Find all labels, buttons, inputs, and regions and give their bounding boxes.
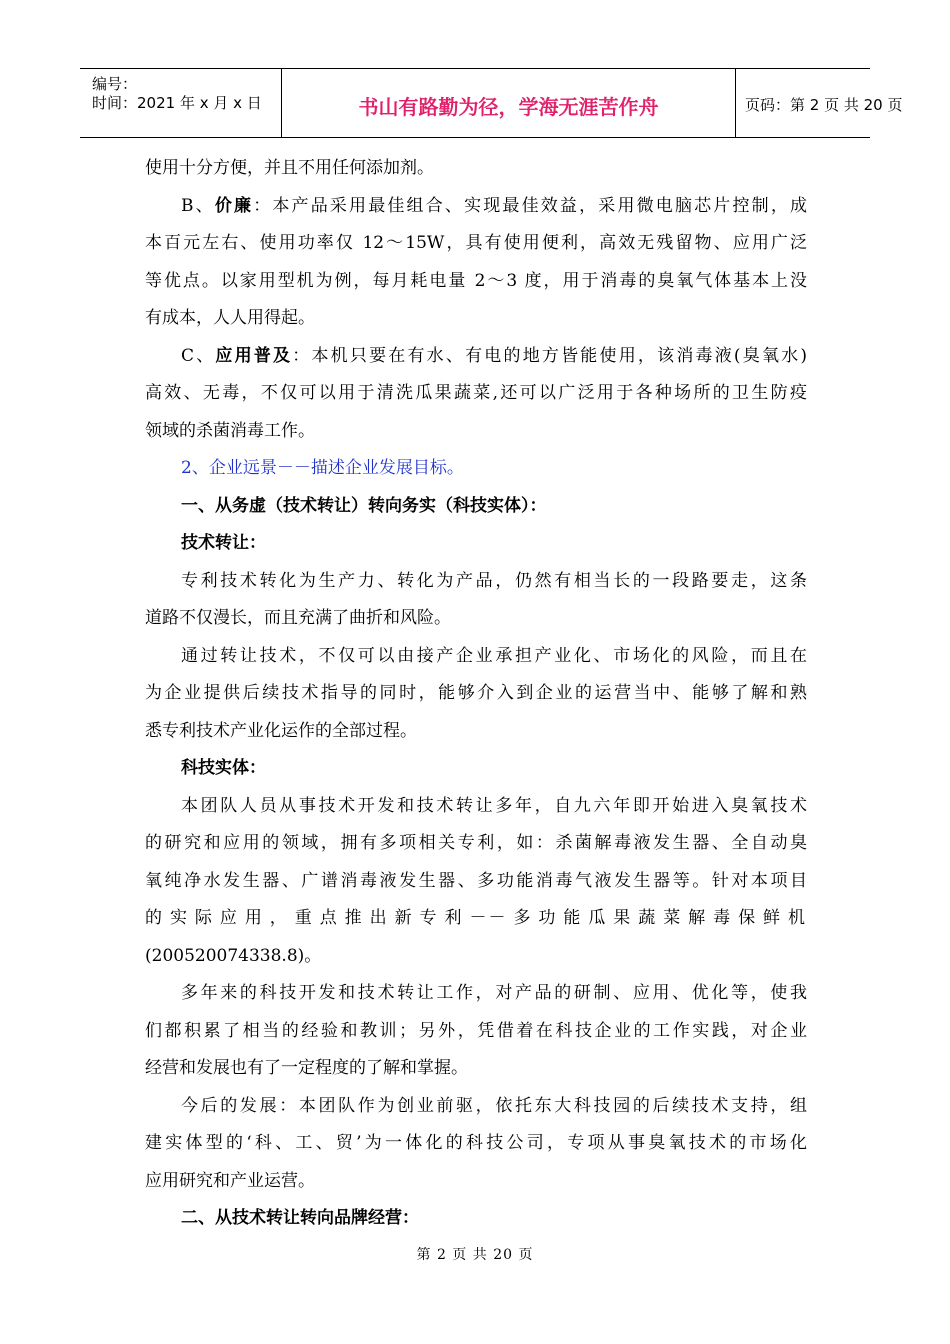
paragraph-line: (200520074338.8)。 xyxy=(145,945,322,966)
paragraph-line: 经营和发展也有了一定程度的了解和掌握。 xyxy=(145,1058,468,1078)
paragraph-line: 的实际应用，重点推出新专利－－多功能瓜果蔬菜解毒保鲜机 xyxy=(145,908,807,928)
subheading-tech-transfer: 技术转让： xyxy=(181,533,266,553)
header-page-cell xyxy=(735,69,903,137)
header-page-info: 页码：第 2 页 共 20 页 xyxy=(745,96,903,114)
document-number-label: 编号： xyxy=(92,75,138,93)
paragraph-line: 专利技术转化为生产力、转化为产品，仍然有相当长的一段路要走，这条 xyxy=(181,570,807,591)
paragraph-line: 道路不仅漫长，而且充满了曲折和风险。 xyxy=(145,608,451,628)
paragraph-line: 本百元左右、使用功率仅 12～15W，具有使用便利，高效无残留物、应用广泛 xyxy=(145,233,807,253)
paragraph-line: 使用十分方便，并且不用任何添加剂。 xyxy=(145,158,434,178)
paragraph-line: 的研究和应用的领域，拥有多项相关专利，如：杀菌解毒液发生器、全自动臭 xyxy=(145,833,807,853)
section-heading-2: 2、企业远景－－描述企业发展目标。 xyxy=(181,458,464,478)
paragraph-line: 高效、无毒，不仅可以用于清洗瓜果蔬菜,还可以广泛用于各种场所的卫生防疫 xyxy=(145,383,807,403)
paragraph-line: 等优点。以家用型机为例，每月耗电量 2～3 度，用于消毒的臭氧气体基本上没 xyxy=(145,270,807,291)
document-date-label: 时间：2021 年 x 月 x 日 xyxy=(92,94,262,112)
paragraph-line: 有成本，人人用得起。 xyxy=(145,308,315,328)
item-text: ：本机只要在有水、有电的地方皆能使用，该消毒液(臭氧水) xyxy=(292,345,807,366)
paragraph-line xyxy=(145,338,807,376)
paragraph-line: 们都积累了相当的经验和教训；另外，凭借着在科技企业的工作实践，对企业 xyxy=(145,1020,807,1041)
item-text: ：本产品采用最佳组合、实现最佳效益，采用微电脑芯片控制，成 xyxy=(253,195,807,216)
paragraph-line: 领域的杀菌消毒工作。 xyxy=(145,420,315,441)
paragraph-line: 悉专利技术产业化运作的全部过程。 xyxy=(145,720,417,741)
item-heading: 价廉 xyxy=(214,195,254,216)
heading-two: 二、从技术转让转向品牌经营： xyxy=(181,1208,419,1228)
paragraph-line: 本团队人员从事技术开发和技术转让多年，自九六年即开始进入臭氧技术 xyxy=(181,795,807,816)
paragraph-line: 氧纯净水发生器、广谱消毒液发生器、多功能消毒气液发生器等。针对本项目 xyxy=(145,870,807,891)
paragraph-line: 应用研究和产业运营。 xyxy=(145,1170,315,1191)
paragraph-line xyxy=(145,188,807,226)
item-marker: B、 xyxy=(181,195,215,216)
document-body xyxy=(145,150,807,1238)
page-header xyxy=(80,68,903,138)
paragraph-line: 多年来的科技开发和技术转让工作，对产品的研制、应用、优化等，使我 xyxy=(181,983,807,1003)
paragraph-line: 今后的发展：本团队作为创业前驱，依托东大科技园的后续技术支持，组 xyxy=(181,1095,807,1116)
header-meta-cell xyxy=(80,69,281,137)
item-heading: 应用普及 xyxy=(215,345,293,366)
paragraph-line: 为企业提供后续技术指导的同时，能够介入到企业的运营当中、能够了解和熟 xyxy=(145,683,807,703)
subheading-tech-entity: 科技实体： xyxy=(181,758,266,778)
header-motto-cell xyxy=(281,69,736,137)
heading-one: 一、从务虚（技术转让）转向务实（科技实体）： xyxy=(181,495,547,516)
paragraph-line: 通过转让技术，不仅可以由接产企业承担产业化、市场化的风险，而且在 xyxy=(181,645,807,666)
page-footer: 第 2 页 共 20 页 xyxy=(416,1247,534,1263)
header-motto: 书山有路勤为径，学海无涯苦作舟 xyxy=(358,95,659,119)
paragraph-line: 建实体型的‘科、工、贸’为一体化的科技公司，专项从事臭氧技术的市场化 xyxy=(145,1133,807,1153)
item-marker: C、 xyxy=(181,345,216,366)
